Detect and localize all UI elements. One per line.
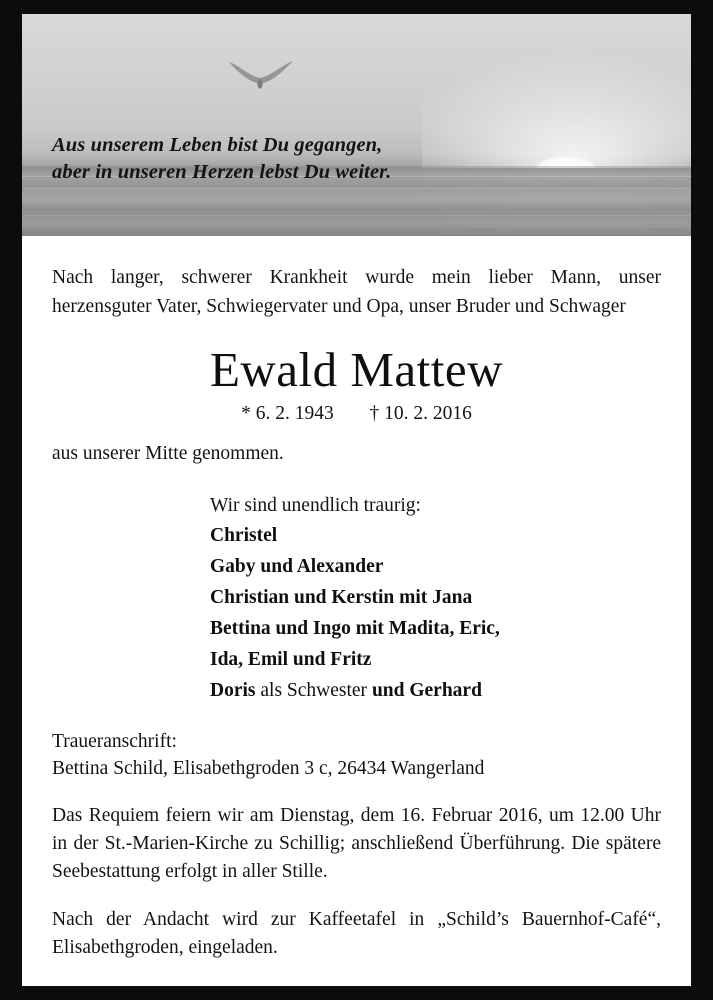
address-label: Traueranschrift: <box>52 731 177 752</box>
mourner-row <box>210 613 661 644</box>
quote-line-1: Aus unserem Leben bist Du gegangen, <box>52 134 383 156</box>
death-date: † 10. 2. 2016 <box>369 403 472 424</box>
mourner-row <box>210 551 661 582</box>
mourner-name-partner: und Gerhard <box>371 680 482 701</box>
header-photo <box>22 14 691 236</box>
mourner-name: Gaby und Alexander <box>210 556 384 577</box>
obituary-body <box>22 264 691 962</box>
mourner-row <box>210 675 661 706</box>
quote-line-2: aber in unseren Herzen lebst Du weiter. <box>52 161 392 183</box>
mourner-name: Ida, Emil und Fritz <box>210 649 372 670</box>
mourner-row <box>210 644 661 675</box>
mourner-name: Doris <box>210 680 256 701</box>
seagull-icon <box>227 56 297 92</box>
intro-text: Nach langer, schwerer Krankheit wurde mein lieber Mann, unser herzensguter Vater, Schwiegervater und Opa, unser Bruder und Schwager <box>52 267 661 317</box>
mourners-lead: Wir sind unendlich traurig: <box>210 495 421 516</box>
life-dates <box>52 403 661 425</box>
mourners-block <box>52 491 661 706</box>
birth-date: * 6. 2. 1943 <box>241 403 334 424</box>
reception-details: Nach der Andacht wird zur Kaffeetafel in „Schild’s Bauernhof-Café“, Elisabethgroden, eingeladen. <box>52 909 661 958</box>
mourner-name: Bettina und Ingo mit Madita, Eric, <box>210 618 500 639</box>
address-value: Bettina Schild, Elisabethgroden 3 c, 26434 Wangerland <box>52 758 485 779</box>
mourner-name: Christel <box>210 525 278 546</box>
mourner-row <box>210 520 661 551</box>
memorial-quote <box>52 132 652 186</box>
mourner-relation: als Schwester <box>255 680 372 701</box>
mourner-name: Christian und Kerstin mit Jana <box>210 587 473 608</box>
obituary-card <box>22 14 691 986</box>
mourner-row <box>210 582 661 613</box>
deceased-name: Ewald Mattew <box>209 342 504 397</box>
service-details: Das Requiem feiern wir am Dienstag, dem 16. Februar 2016, um 12.00 Uhr in der St.-Marien-Kirche zu Schillig; anschließend Überführung. Die spätere Seebestattung erfolgt in aller Stille. <box>52 805 661 882</box>
taken-text: aus unserer Mitte genommen. <box>52 443 284 464</box>
condolence-address <box>52 728 661 782</box>
